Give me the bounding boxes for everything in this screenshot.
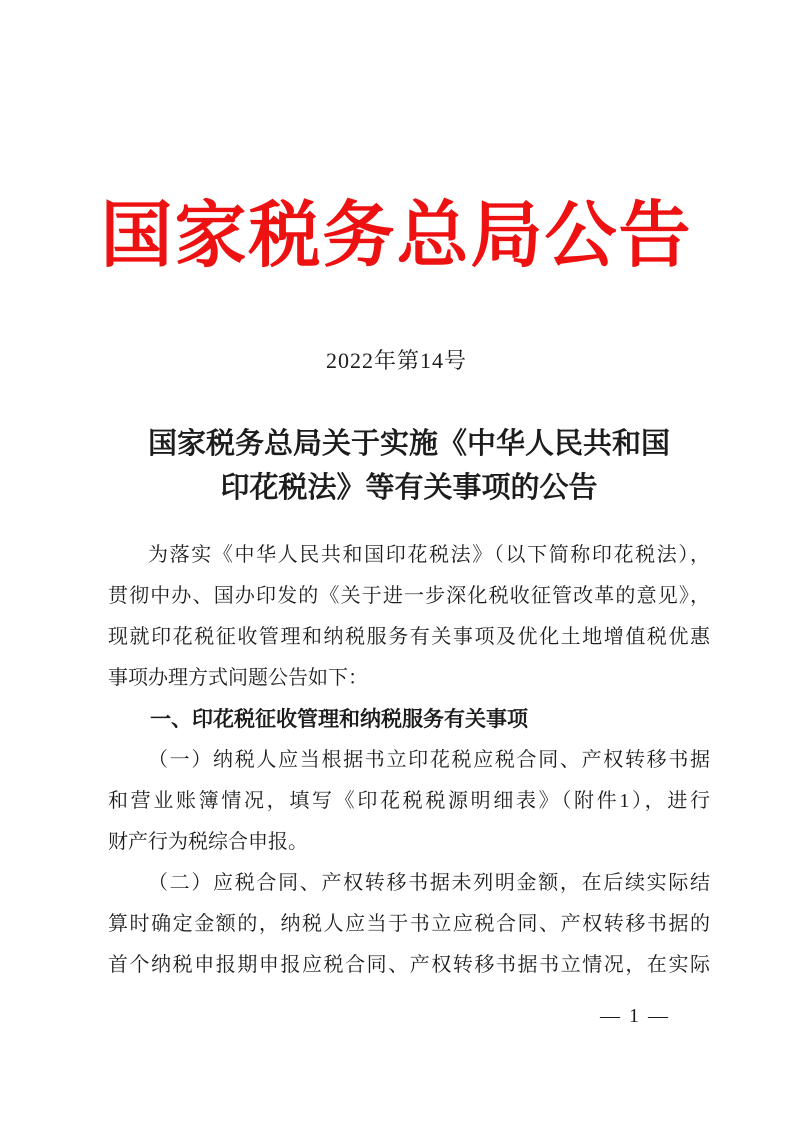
paragraph (108, 535, 710, 699)
body-text-line: 首个纳税申报期申报应税合同、产权转移书据书立情况，在实际 (108, 954, 710, 976)
body-text-line: （一）纳税人应当根据书立印花税应税合同、产权转移书据 (148, 749, 710, 771)
announcement-masthead-title: 国家税务总局公告 (100, 196, 693, 276)
body-text-line: 事项办理方式问题公告如下： (108, 667, 368, 689)
announcement-subject-heading (108, 422, 710, 510)
body-text-line: （二）应税合同、产权转移书据未列明金额，在后续实际结 (148, 872, 710, 894)
body-text-line: 和营业账簿情况，填写《印花税税源明细表》（附件1），进行 (108, 790, 710, 812)
section-heading-text: 一、印花税征收管理和纳税服务有关事项 (150, 708, 528, 731)
body-text-line: 贯彻中办、国办印发的《关于进一步深化税收征管改革的意见》， (108, 585, 710, 607)
body-text-line: 现就印花税征收管理和纳税服务有关事项及优化土地增值税优惠 (108, 626, 710, 648)
paragraph (108, 863, 710, 986)
document-body (108, 535, 710, 986)
body-text-line: 为落实《中华人民共和国印花税法》（以下简称印花税法）， (148, 544, 710, 566)
document-number: 2022年第14号 (325, 348, 467, 373)
body-text-line: 财产行为税综合申报。 (108, 831, 308, 853)
body-text-line: 算时确定金额的，纳税人应当于书立应税合同、产权转移书据的 (108, 913, 710, 935)
paragraph (108, 740, 710, 863)
subject-heading-line-1: 国家税务总局关于实施《中华人民共和国 (147, 428, 670, 460)
page-number: — 1 — (600, 1005, 670, 1027)
subject-heading-line-2: 印花税法》等有关事项的公告 (220, 472, 598, 504)
section-heading (108, 699, 710, 740)
